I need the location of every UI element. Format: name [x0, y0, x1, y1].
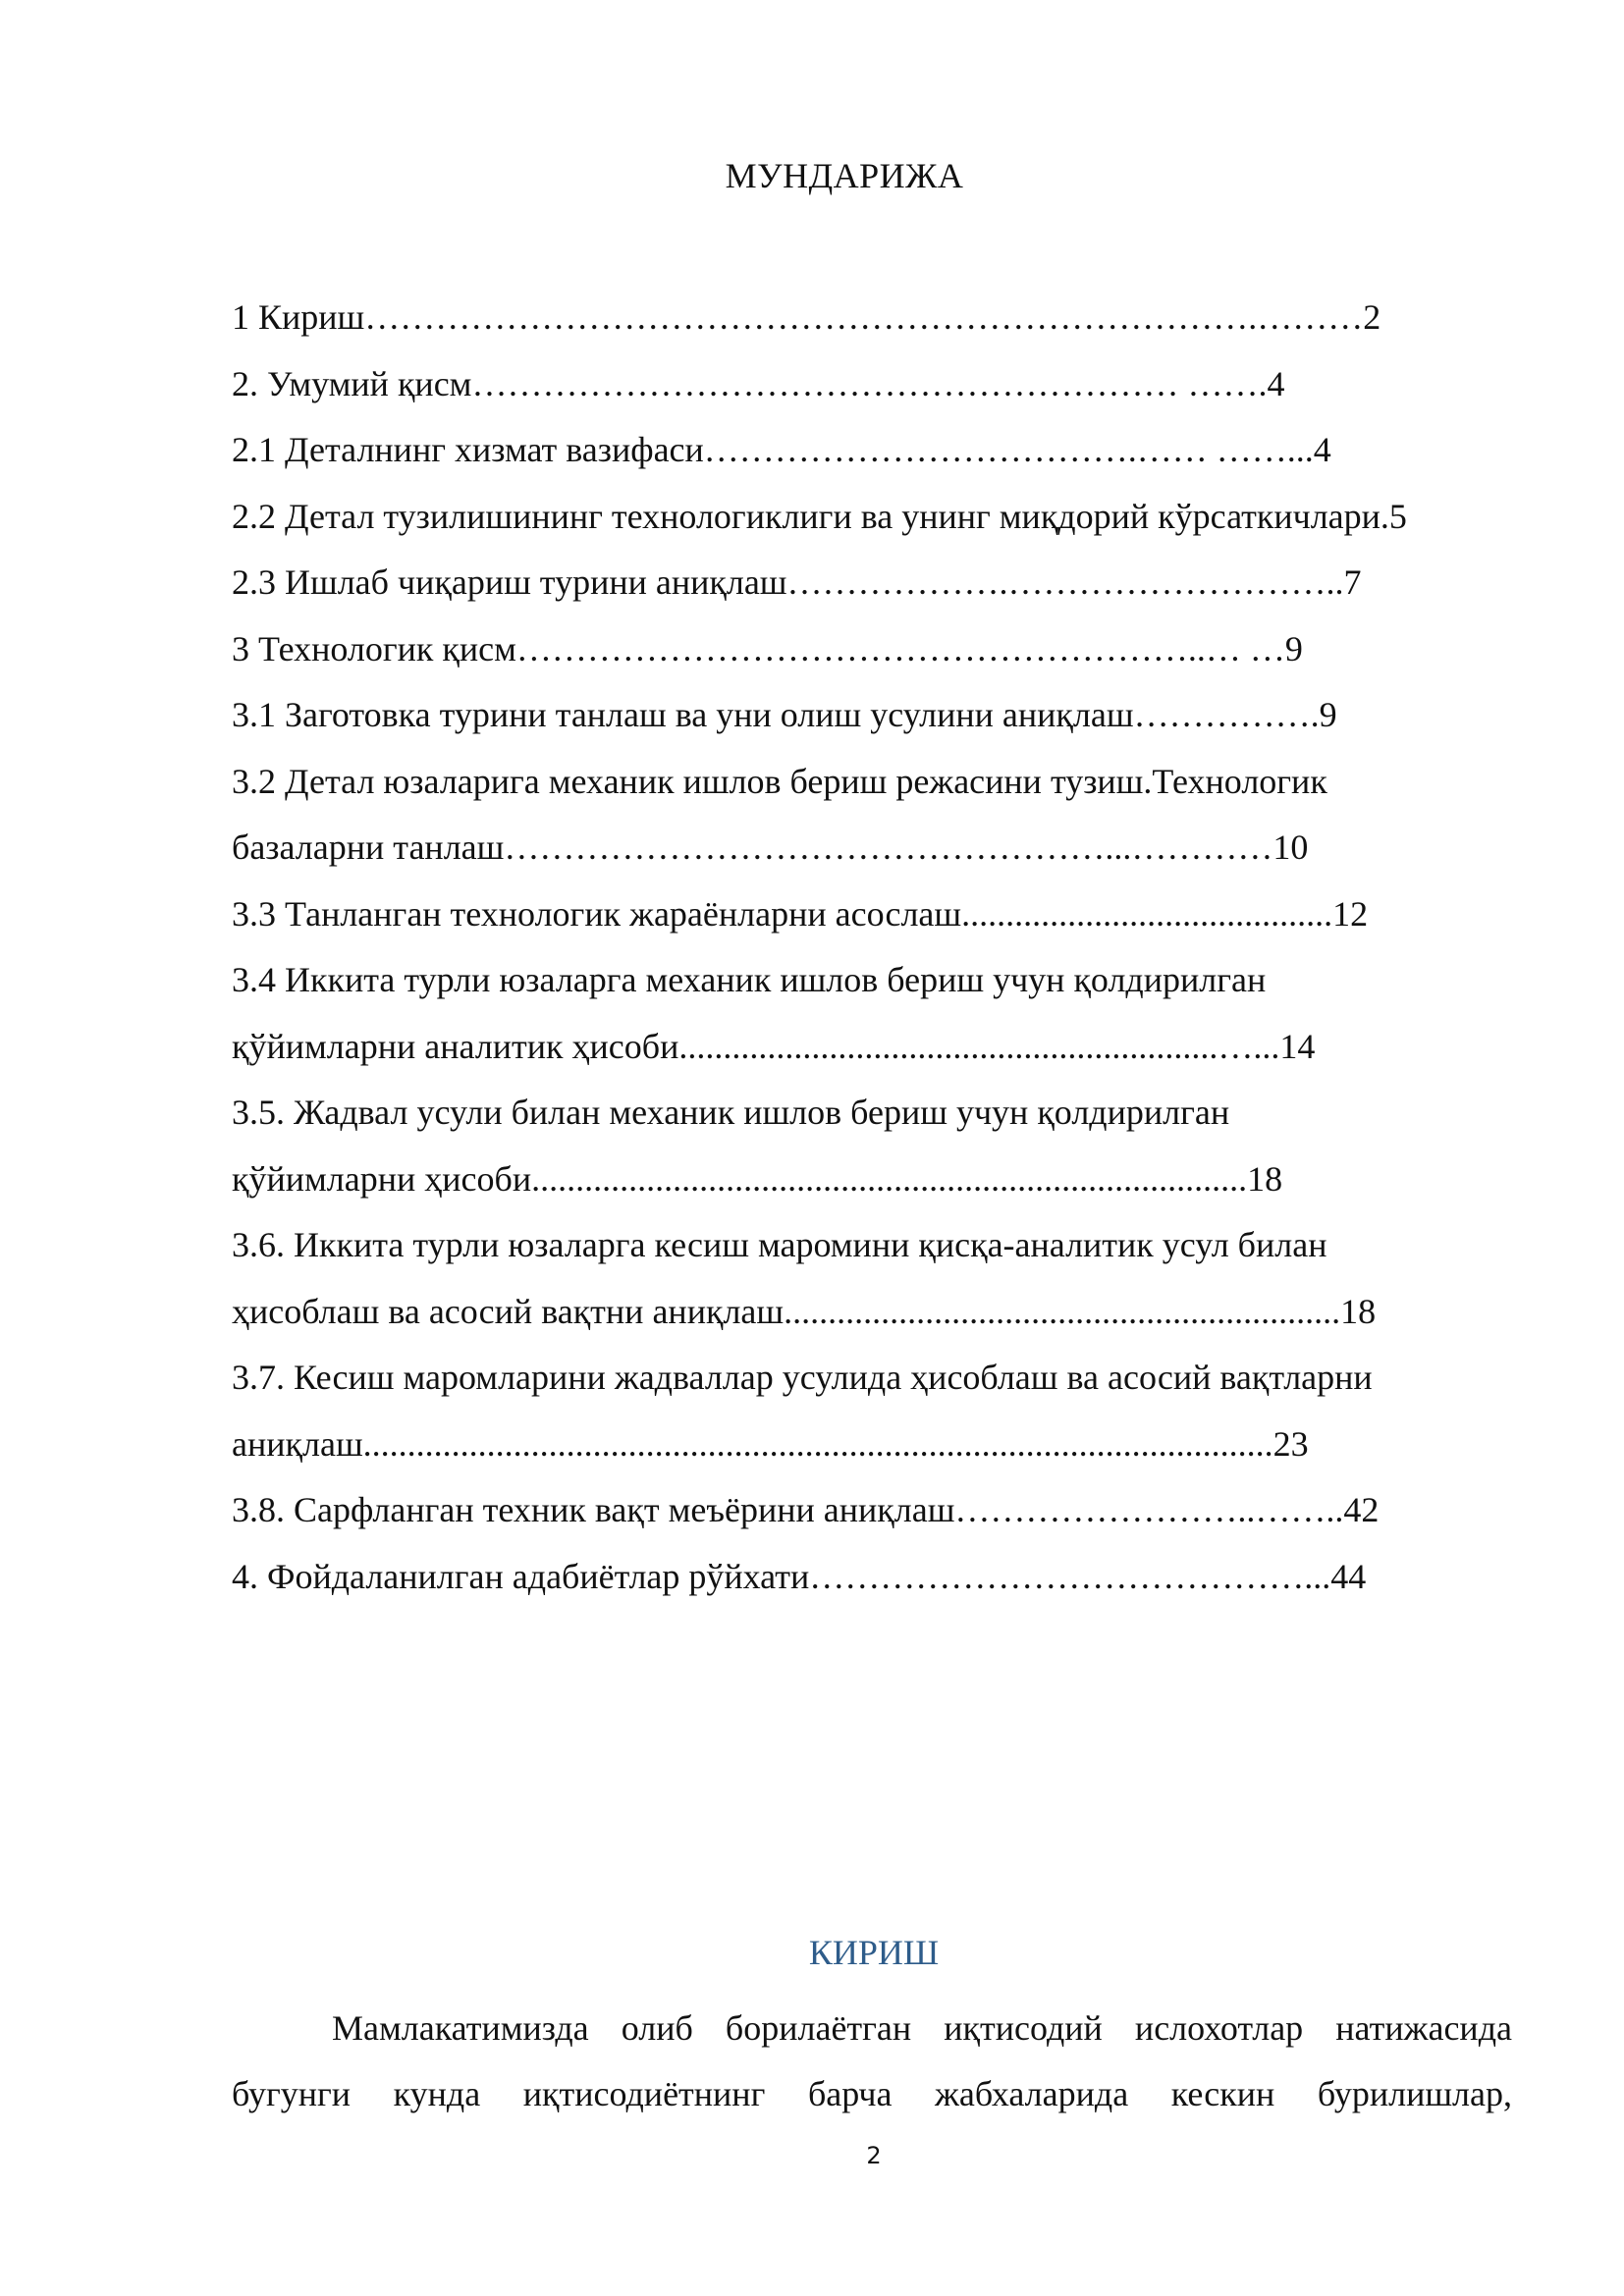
toc-entry: 1 Кириш………………………………………………………………….………2	[232, 297, 1381, 337]
toc-entry: 3.1 Заготовка турини танлаш ва уни олиш усулини аниқлаш…………….9	[232, 695, 1337, 734]
section-heading: КИРИШ	[808, 1933, 940, 1972]
toc-title: МУНДАРИЖА	[725, 156, 964, 195]
toc-entry: 3.4 Иккита турли юзаларга механик ишлов бериш учун қолдирилган	[232, 960, 1267, 999]
toc-entry: 3 Технологик қисм…………………………………………………..… …9	[232, 628, 1303, 668]
toc-entry: 3.2 Детал юзаларига механик ишлов бериш режасини тузиш.Технологик	[232, 761, 1327, 801]
toc-entry: 4. Фойдаланилган адабиётлар рўйхати……………………………………...44	[232, 1556, 1367, 1596]
toc-entry: 3.5. Жадвал усули билан механик ишлов бериш учун қолдирилган	[232, 1093, 1230, 1132]
toc-entry: 3.6. Иккита турли юзаларга кесиш маромини қисқа-аналитик усул билан	[232, 1225, 1327, 1264]
intro-paragraph-line: бугунги кунда иқтисодиётнинг барча жабхаларида кескин бурилишлар,	[232, 2074, 1512, 2113]
toc-entry-continuation: базаларни танлаш……………………………………………...…………10	[232, 828, 1309, 867]
toc-entry-continuation: аниқлаш.......................................................................................................23	[232, 1423, 1309, 1464]
toc-entry-continuation: ҳисоблаш ва асосий вақтни аниқлаш...............................................................18	[232, 1291, 1377, 1331]
toc-entry: 2.1 Деталнинг хизмат вазифаси……………………………….…… ……...4	[232, 430, 1331, 469]
toc-entry: 2.2 Детал тузилишининг технологиклиги ва унинг миқдорий кўрсаткичлари.5	[232, 496, 1407, 536]
table-of-contents	[232, 285, 1518, 1610]
toc-entry: 3.7. Кесиш маромларини жадваллар усулида ҳисоблаш ва асосий вақтларни	[232, 1358, 1373, 1397]
intro-paragraph-line: Мамлакатимизда олиб борилаётган иқтисодий ислохотлар натижасида	[332, 2008, 1512, 2048]
toc-entry-continuation: қўйимларни ҳисоби.................................................................................18	[232, 1158, 1283, 1199]
toc-entry: 3.3 Танланган технологик жараёнларни асослаш..........................................12	[232, 893, 1369, 934]
toc-entry: 3.8. Сарфланган техник вақт меъёрини аниқлаш……………………..……..42	[232, 1490, 1380, 1529]
toc-entry: 2.3 Ишлаб чиқариш турини аниқлаш……………….………………………..7	[232, 562, 1362, 602]
toc-entry: 2. Умумий қисм…………………………………………………… …….4	[232, 363, 1285, 403]
toc-entry-continuation: қўйимларни аналитик ҳисоби.............................................................…...14	[232, 1026, 1316, 1066]
page-number: 2	[866, 2142, 882, 2169]
